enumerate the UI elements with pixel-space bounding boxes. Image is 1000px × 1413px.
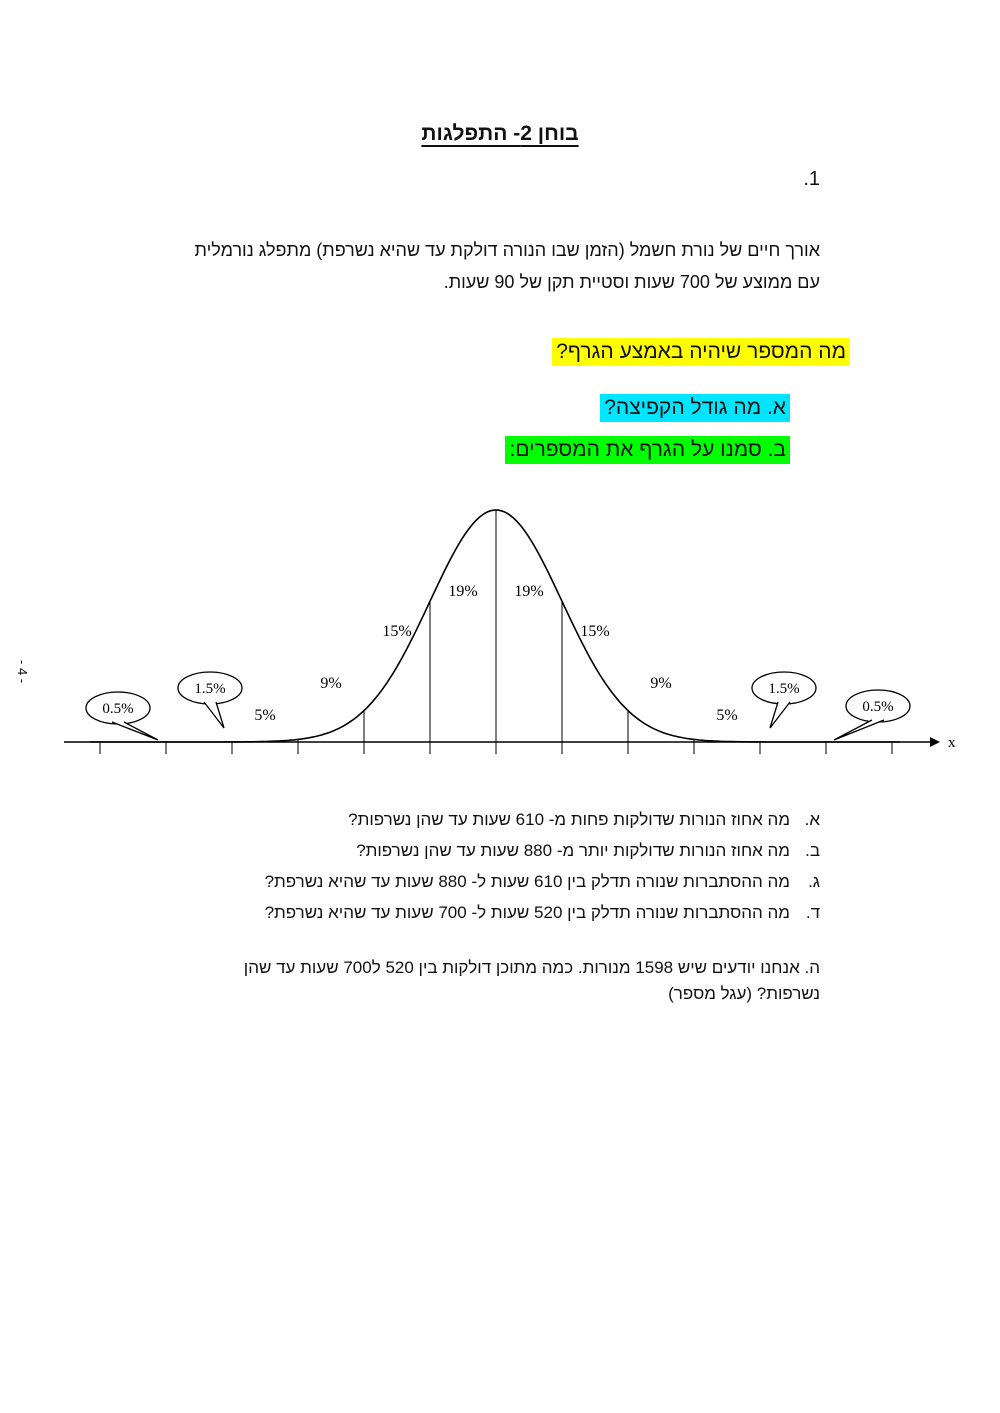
question-h: ה. אנחנו יודעים שיש 1598 מנורות. כמה מתוכן דולקות בין 520 ל700 שעות עד שהן נשרפות? (עגל מספר) bbox=[243, 958, 820, 1003]
question-d bbox=[180, 903, 820, 923]
segment-label: 19% bbox=[514, 583, 544, 600]
highlight-mark-question: ב. סמנו על הגרף את המספרים: bbox=[505, 436, 790, 464]
question-d-letter: ד. bbox=[805, 903, 820, 922]
question-b bbox=[180, 841, 820, 861]
segment-label: 5% bbox=[716, 707, 738, 724]
intro-paragraph bbox=[90, 234, 820, 298]
callout-pointer bbox=[770, 702, 790, 728]
segment-label: 15% bbox=[382, 623, 412, 640]
chart-lines bbox=[64, 510, 940, 754]
question-a-letter: א. bbox=[804, 810, 820, 829]
question-a-text: מה אחוז הנורות שדולקות פחות מ- 610 שעות עד שהן נשרפות? bbox=[348, 810, 790, 829]
callout-pointer bbox=[204, 702, 224, 728]
callout-label: 1.5% bbox=[194, 681, 226, 697]
callout-pointer bbox=[112, 722, 158, 740]
callout-label: 0.5% bbox=[862, 699, 894, 715]
highlight-mean-question: מה המספר שיהיה באמצע הגרף? bbox=[552, 338, 850, 366]
callout-label: 0.5% bbox=[102, 701, 134, 717]
question-a bbox=[180, 810, 820, 830]
segment-label: 9% bbox=[320, 675, 342, 692]
question-c bbox=[180, 872, 820, 892]
question-c-letter: ג. bbox=[808, 872, 820, 891]
callout-label: 1.5% bbox=[768, 681, 800, 697]
chart-callouts bbox=[86, 672, 910, 740]
page-side-mark: - 4 - bbox=[15, 660, 30, 684]
segment-label: 9% bbox=[650, 675, 672, 692]
callout-pointer bbox=[834, 720, 884, 740]
segment-label: 15% bbox=[580, 623, 610, 640]
normal-distribution-chart bbox=[0, 490, 1000, 760]
intro-line-2: עם ממוצע של 700 שעות וסטיית תקן של 90 שעות. bbox=[443, 272, 820, 292]
question-b-letter: ב. bbox=[805, 841, 820, 860]
intro-line-1: אורך חיים של נורת חשמל (הזמן שבו הנורה דולקת עד שהיא נשרפת) מתפלג נורמלית bbox=[194, 240, 820, 260]
segment-label: 19% bbox=[448, 583, 478, 600]
chart-labels bbox=[254, 583, 956, 751]
x-axis-label: x bbox=[948, 735, 956, 751]
question-number: 1. bbox=[803, 168, 820, 190]
highlight-step-question: א. מה גודל הקפיצה? bbox=[600, 394, 790, 422]
page-title: בוחן 2- התפלגות bbox=[421, 122, 579, 145]
question-d-text: מה ההסתברות שנורה תדלק בין 520 שעות ל- 700 שעות עד שהיא נשרפת? bbox=[264, 903, 790, 922]
question-c-text: מה ההסתברות שנורה תדלק בין 610 שעות ל- 880 שעות עד שהיא נשרפת? bbox=[264, 872, 790, 891]
x-axis-arrow bbox=[930, 737, 940, 747]
segment-label: 5% bbox=[254, 707, 276, 724]
question-b-text: מה אחוז הנורות שדולקות יותר מ- 880 שעות עד שהן נשרפות? bbox=[356, 841, 790, 860]
